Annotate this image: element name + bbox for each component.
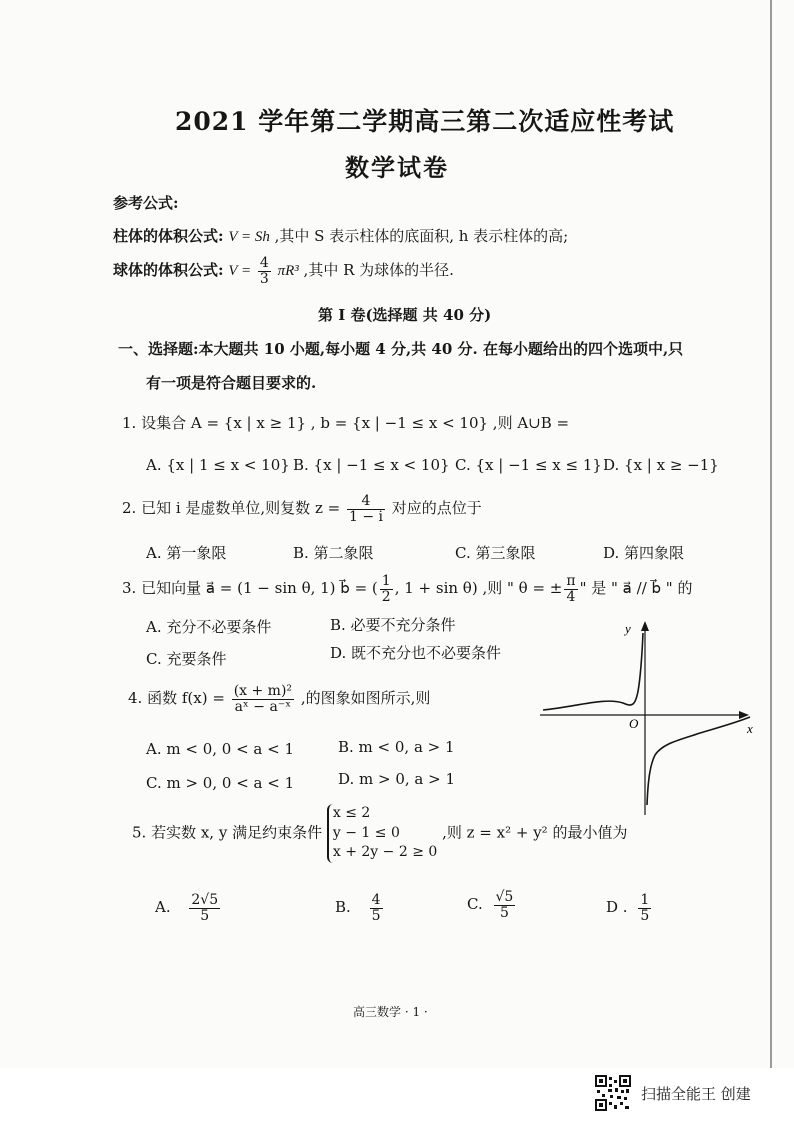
- exam-subtitle: 数学试卷: [345, 153, 449, 182]
- sphere-note: ,其中 R 为球体的半径.: [303, 261, 454, 280]
- q2-fraction: [347, 494, 385, 524]
- q5-constraint-system: [327, 804, 437, 863]
- volume-title: 第 I 卷(选择题 共 40 分): [318, 306, 492, 324]
- q3-frac2-den: 4: [566, 588, 576, 605]
- q2-option-d: D. 第四象限: [603, 544, 685, 562]
- q4-fraction: [232, 684, 294, 714]
- graph-x-label: x: [747, 721, 753, 736]
- q1-option-b: B. {x | −1 ≤ x < 10}: [293, 456, 450, 474]
- q5-d-den: 5: [640, 907, 650, 924]
- sphere-frac-den: 3: [259, 270, 269, 287]
- graph-origin-label: O: [629, 716, 639, 731]
- q5-d-num: 1: [640, 892, 650, 908]
- q5-option-a-fraction: [189, 893, 220, 923]
- question-3-stem: [122, 574, 692, 604]
- q2-option-c: C. 第三象限: [455, 544, 536, 562]
- question-2-stem: [122, 494, 482, 524]
- q4-option-c: C. m > 0, 0 < a < 1: [146, 774, 295, 792]
- sphere-rhs: πR³: [277, 263, 299, 280]
- q5-option-a: [155, 893, 222, 923]
- q5-stem-post: ,则 z = x² + y² 的最小值为: [442, 823, 628, 842]
- q4-option-a: A. m < 0, 0 < a < 1: [146, 740, 295, 758]
- q5-option-c-fraction: [494, 890, 516, 920]
- q1-option-d: D. {x | x ≥ −1}: [603, 456, 719, 474]
- q5-c-den: 5: [499, 904, 509, 921]
- q3-fraction-pi: [564, 574, 577, 604]
- q5-constraint-1: x ≤ 2: [332, 805, 371, 821]
- graph-y-arrow: [641, 621, 649, 631]
- q5-a-num: 2√5: [191, 892, 219, 908]
- q5-option-b-letter: B.: [335, 898, 351, 917]
- q3-stem-mid: , 1 + sin θ) ,则 " θ = ±: [394, 579, 563, 598]
- q5-b-den: 5: [371, 907, 381, 924]
- formula-heading: 参考公式:: [113, 194, 179, 212]
- q2-stem-pre: 2. 已知 i 是虚数单位,则复数 z =: [122, 499, 341, 518]
- page-edge-line: [770, 0, 772, 1068]
- q5-option-b-fraction: [370, 893, 383, 923]
- graph-curve-right: [647, 717, 750, 805]
- q4-stem-pre: 4. 函数 f(x) =: [128, 689, 225, 708]
- q1-option-c: C. {x | −1 ≤ x ≤ 1}: [455, 456, 602, 474]
- graph-y-label: y: [625, 621, 631, 636]
- qr-code-icon: [595, 1075, 631, 1111]
- sphere-lhs: V =: [228, 263, 252, 280]
- q5-option-d-letter: D .: [606, 898, 628, 917]
- q3-stem-post: " 是 " a⃗ // b⃗ " 的: [579, 579, 693, 598]
- q5-stem-pre: 5. 若实数 x, y 满足约束条件: [132, 823, 323, 842]
- instruction-line-1: 一、选择题:本大题共 10 小题,每小题 4 分,共 40 分. 在每小题给出的四个选项中,只: [118, 340, 684, 358]
- sphere-frac-num: 4: [259, 255, 269, 271]
- q5-a-den: 5: [200, 907, 210, 924]
- q3-stem-pre: 3. 已知向量 a⃗ = (1 − sin θ, 1) b⃗ = (: [122, 579, 378, 598]
- q3-frac-den: 2: [381, 588, 391, 605]
- prism-note: ,其中 S 表示柱体的底面积, h 表示柱体的高;: [274, 227, 569, 245]
- q5-option-c: [467, 890, 517, 920]
- q2-option-a: A. 第一象限: [146, 544, 227, 562]
- q4-function-graph: [535, 615, 765, 825]
- q5-constraint-3: x + 2y − 2 ≥ 0: [332, 844, 438, 861]
- q3-option-a: A. 充分不必要条件: [146, 618, 272, 636]
- prism-label: 柱体的体积公式:: [113, 227, 224, 245]
- q3-option-d: D. 既不充分也不必要条件: [330, 644, 502, 662]
- prism-formula-line: [113, 225, 568, 246]
- q5-c-num: √5: [495, 889, 514, 905]
- q3-option-b: B. 必要不充分条件: [330, 616, 456, 634]
- prism-formula: V = Sh: [228, 229, 270, 245]
- q5-option-d: [606, 893, 653, 923]
- q4-option-b: B. m < 0, a > 1: [338, 738, 455, 756]
- q5-option-d-fraction: [638, 893, 651, 923]
- q2-frac-num: 4: [347, 494, 385, 510]
- q3-fraction-half: [380, 574, 393, 604]
- graph-curve-left: [543, 633, 643, 710]
- q5-constraint-2: y − 1 ≤ 0: [332, 824, 400, 841]
- q2-stem-post: 对应的点位于: [391, 499, 482, 518]
- page-footer-label: 高三数学 · 1 ·: [353, 1005, 428, 1019]
- q2-option-b: B. 第二象限: [293, 544, 374, 562]
- q5-b-num: 4: [371, 892, 381, 908]
- instruction-line-2: 有一项是符合题目要求的.: [146, 374, 317, 392]
- scanner-text: 扫描全能王 创建: [641, 1084, 751, 1103]
- q1-option-a: A. {x | 1 ≤ x < 10}: [146, 456, 290, 474]
- q4-frac-num: (x + m)²: [233, 683, 293, 699]
- q4-frac-den: aˣ − a⁻ˣ: [234, 698, 292, 715]
- q5-option-a-letter: A.: [155, 898, 171, 917]
- question-4-stem: [128, 684, 430, 714]
- exam-title: 2021 学年第二学期高三第二次适应性考试: [175, 107, 675, 136]
- q3-frac-num: 1: [381, 573, 391, 589]
- q3-frac2-num: π: [566, 573, 576, 589]
- sphere-fraction: [258, 256, 271, 286]
- q4-stem-post: ,的图象如图所示,则: [300, 689, 431, 708]
- q5-option-b: [335, 893, 385, 923]
- q3-option-c: C. 充要条件: [146, 650, 227, 668]
- sphere-label: 球体的体积公式:: [113, 261, 224, 280]
- q2-frac-den: 1 − i: [348, 508, 383, 525]
- question-1-stem: 1. 设集合 A = {x | x ≥ 1} , b = {x | −1 ≤ x < 10} ,则 A∪B =: [122, 414, 570, 432]
- scanner-watermark: [595, 1075, 751, 1111]
- q4-option-d: D. m > 0, a > 1: [338, 770, 456, 788]
- sphere-formula-line: [113, 256, 454, 286]
- q5-option-c-letter: C.: [467, 895, 483, 914]
- question-5-stem: [132, 804, 627, 863]
